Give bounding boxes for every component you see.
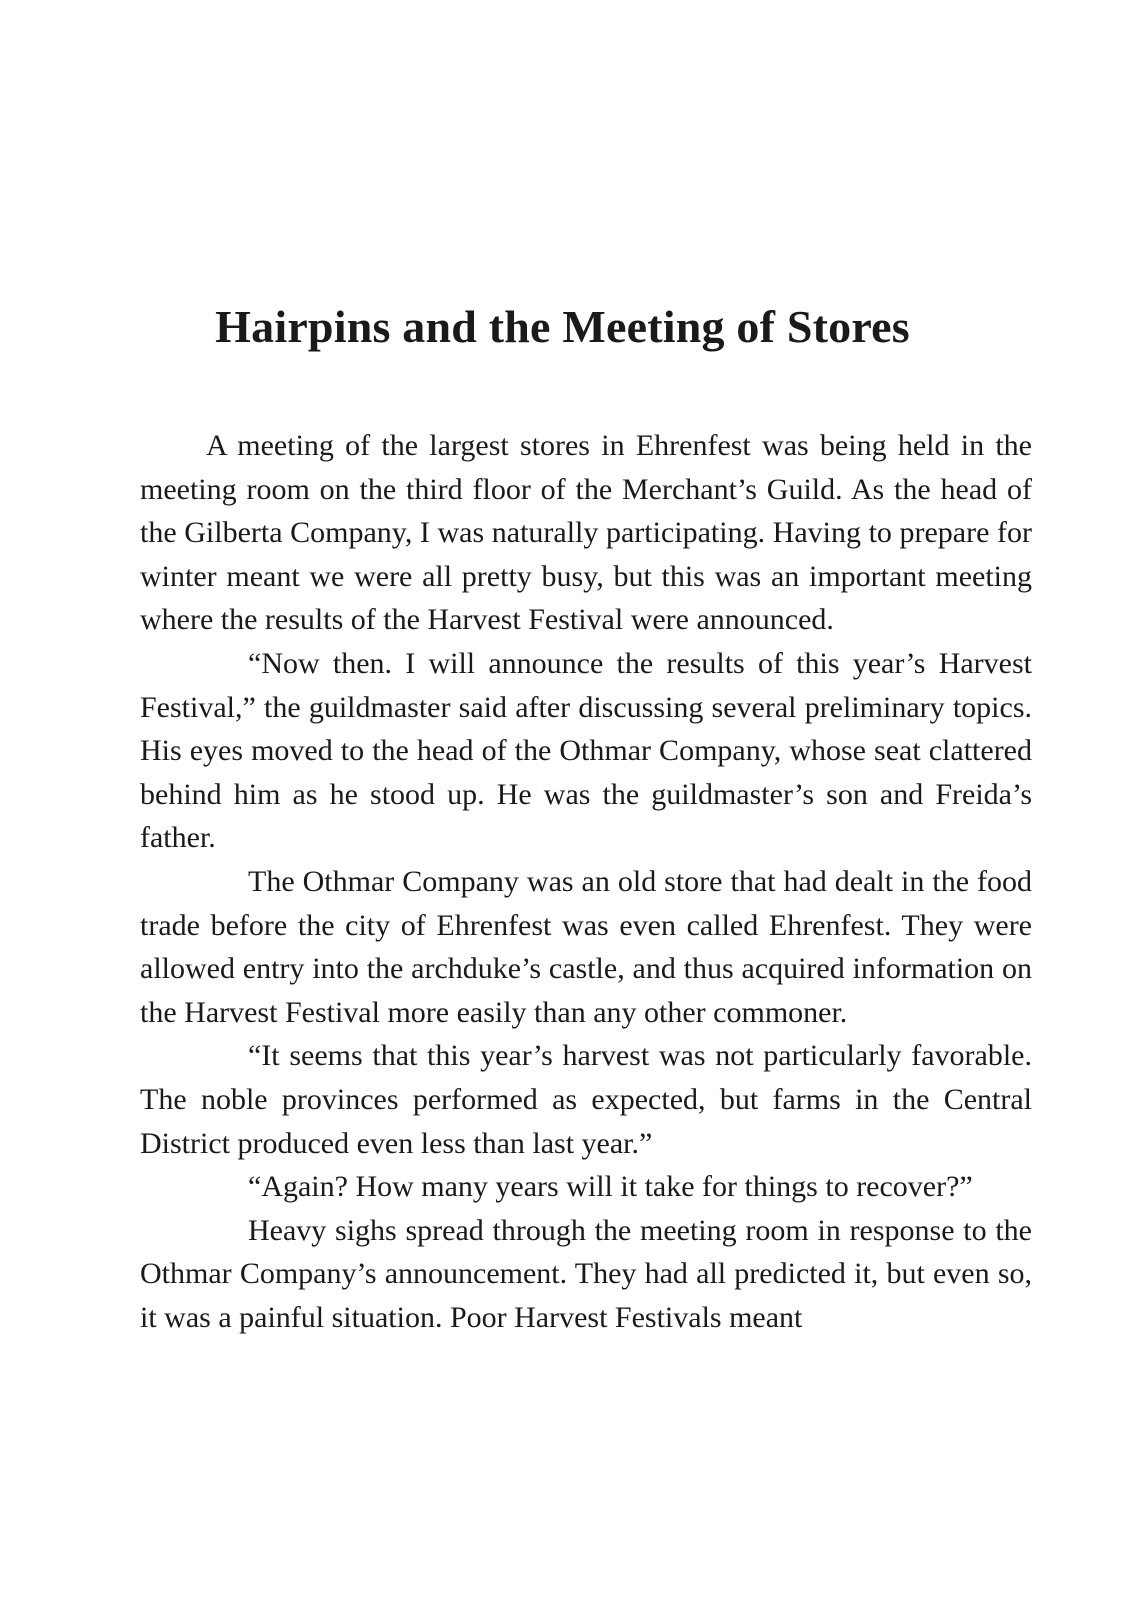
- paragraph-3: The Othmar Company was an old store that had dealt in the food trade before the city of Ehrenfest was even called Ehrenfest. They were allowed entry into the archduke’s castle, and thus acquired information on the Harvest Festival more easily than any other commoner.: [140, 864, 1032, 1029]
- chapter-title: Hairpins and the Meeting of Stores: [215, 301, 910, 352]
- paragraph-4: “It seems that this year’s harvest was not particularly favorable. The noble provinces performed as expected, but farms in the Central District produced even less than last year.”: [140, 1039, 1032, 1160]
- paragraph-5: “Again? How many years will it take for things to recover?”: [248, 1170, 973, 1204]
- chapter-body: [140, 424, 1032, 1339]
- paragraph-6: Heavy sighs spread through the meeting room in response to the Othmar Company’s announcement. They had all predicted it, but even so, it was a painful situation. Poor Harvest Festivals meant: [140, 1213, 1032, 1334]
- paragraph-2: “Now then. I will announce the results of this year’s Harvest Festival,” the guildmaster said after discussing several preliminary topics. His eyes moved to the head of the Othmar Company, whose seat clattered behind him as he stood up. He was the guildmaster’s son and Freida’s father.: [140, 646, 1032, 855]
- paragraph-1: A meeting of the largest stores in Ehrenfest was being held in the meeting room on the third floor of the Merchant’s Guild. As the head of the Gilberta Company, I was naturally participating. Having to prepare for winter meant we were all pretty busy, but this was an important meeting where the results of the Harvest Festival were announced.: [140, 429, 1032, 637]
